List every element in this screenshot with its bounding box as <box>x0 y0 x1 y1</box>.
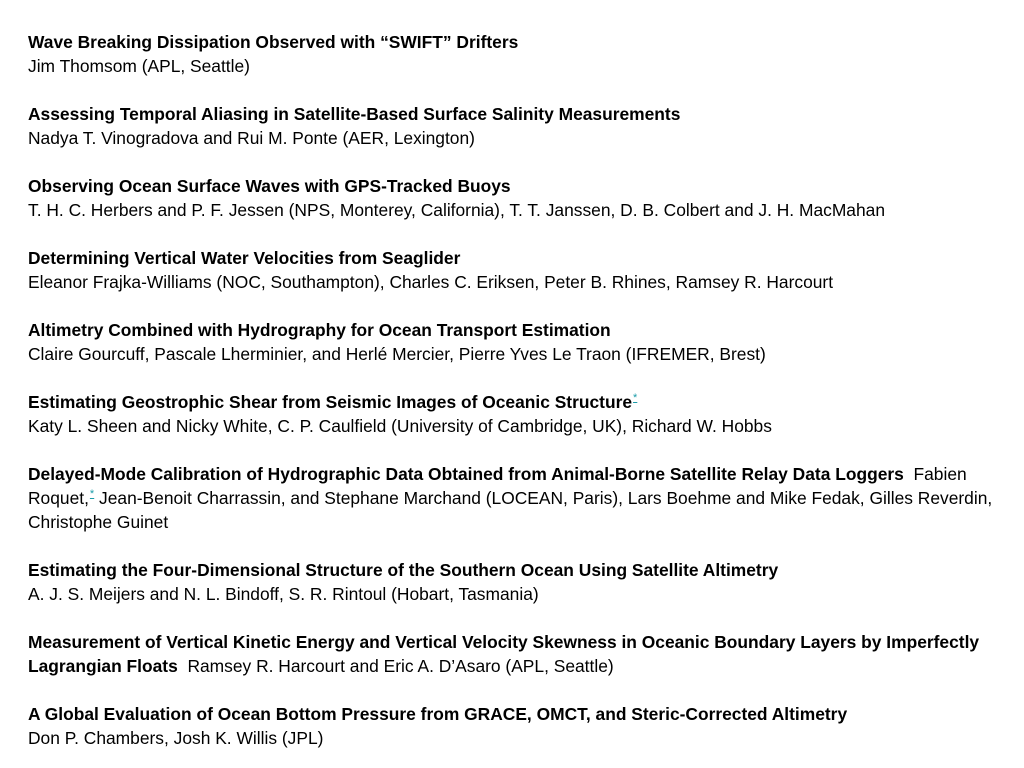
article-authors: Claire Gourcuff, Pascale Lherminier, and Herlé Mercier, Pierre Yves Le Traon (IFREMER, Brest) <box>28 344 766 364</box>
list-item <box>28 462 1014 534</box>
list-item <box>28 318 1014 366</box>
article-authors-lead: Fabien Roquet, <box>28 464 967 508</box>
article-authors: Nadya T. Vinogradova and Rui M. Ponte (AER, Lexington) <box>28 128 475 148</box>
footnote-link[interactable]: * <box>89 488 95 500</box>
article-authors: Eleanor Frajka-Williams (NOC, Southampton), Charles C. Eriksen, Peter B. Rhines, Ramsey R. Harcourt <box>28 272 834 292</box>
article-title: Delayed-Mode Calibration of Hydrographic Data Obtained from Animal-Borne Satellite Relay Data Loggers <box>28 464 904 484</box>
article-title: A Global Evaluation of Ocean Bottom Pressure from GRACE, OMCT, and Steric-Corrected Altimetry <box>28 704 848 724</box>
list-item <box>28 558 1014 606</box>
list-item <box>28 390 1014 438</box>
list-item <box>28 246 1014 294</box>
article-title: Wave Breaking Dissipation Observed with “SWIFT” Drifters <box>28 32 519 52</box>
article-authors: Don P. Chambers, Josh K. Willis (JPL) <box>28 728 324 748</box>
list-item <box>28 30 1014 78</box>
article-authors: Jim Thomsom (APL, Seattle) <box>28 56 250 76</box>
article-title: Observing Ocean Surface Waves with GPS-Tracked Buoys <box>28 176 511 196</box>
article-authors: T. H. C. Herbers and P. F. Jessen (NPS, Monterey, California), T. T. Janssen, D. B. Colbert and J. H. MacMahan <box>28 200 885 220</box>
article-title: Estimating Geostrophic Shear from Seismic Images of Oceanic Structure <box>28 392 633 412</box>
footnote-link[interactable]: * <box>633 392 638 404</box>
article-title: Estimating the Four-Dimensional Structure of the Southern Ocean Using Satellite Altimetry <box>28 560 779 580</box>
article-authors: Ramsey R. Harcourt and Eric A. D’Asaro (APL, Seattle) <box>187 656 614 676</box>
list-item <box>28 102 1014 150</box>
article-authors: Jean-Benoit Charrassin, and Stephane Marchand (LOCEAN, Paris), Lars Boehme and Mike Fedak, Gilles Reverdin, Christophe Guinet <box>28 488 993 532</box>
list-item <box>28 174 1014 222</box>
article-title: Assessing Temporal Aliasing in Satellite-Based Surface Salinity Measurements <box>28 104 681 124</box>
article-title: Altimetry Combined with Hydrography for Ocean Transport Estimation <box>28 320 611 340</box>
article-title: Determining Vertical Water Velocities from Seaglider <box>28 248 461 268</box>
list-item <box>28 702 1014 750</box>
article-authors: A. J. S. Meijers and N. L. Bindoff, S. R. Rintoul (Hobart, Tasmania) <box>28 584 539 604</box>
article-authors: Katy L. Sheen and Nicky White, C. P. Caulfield (University of Cambridge, UK), Richard W. Hobbs <box>28 416 772 436</box>
article-title: Measurement of Vertical Kinetic Energy and Vertical Velocity Skewness in Oceanic Boundary Layers by Imperfectly Lagrangian Floats <box>28 632 980 676</box>
list-item <box>28 630 1014 678</box>
